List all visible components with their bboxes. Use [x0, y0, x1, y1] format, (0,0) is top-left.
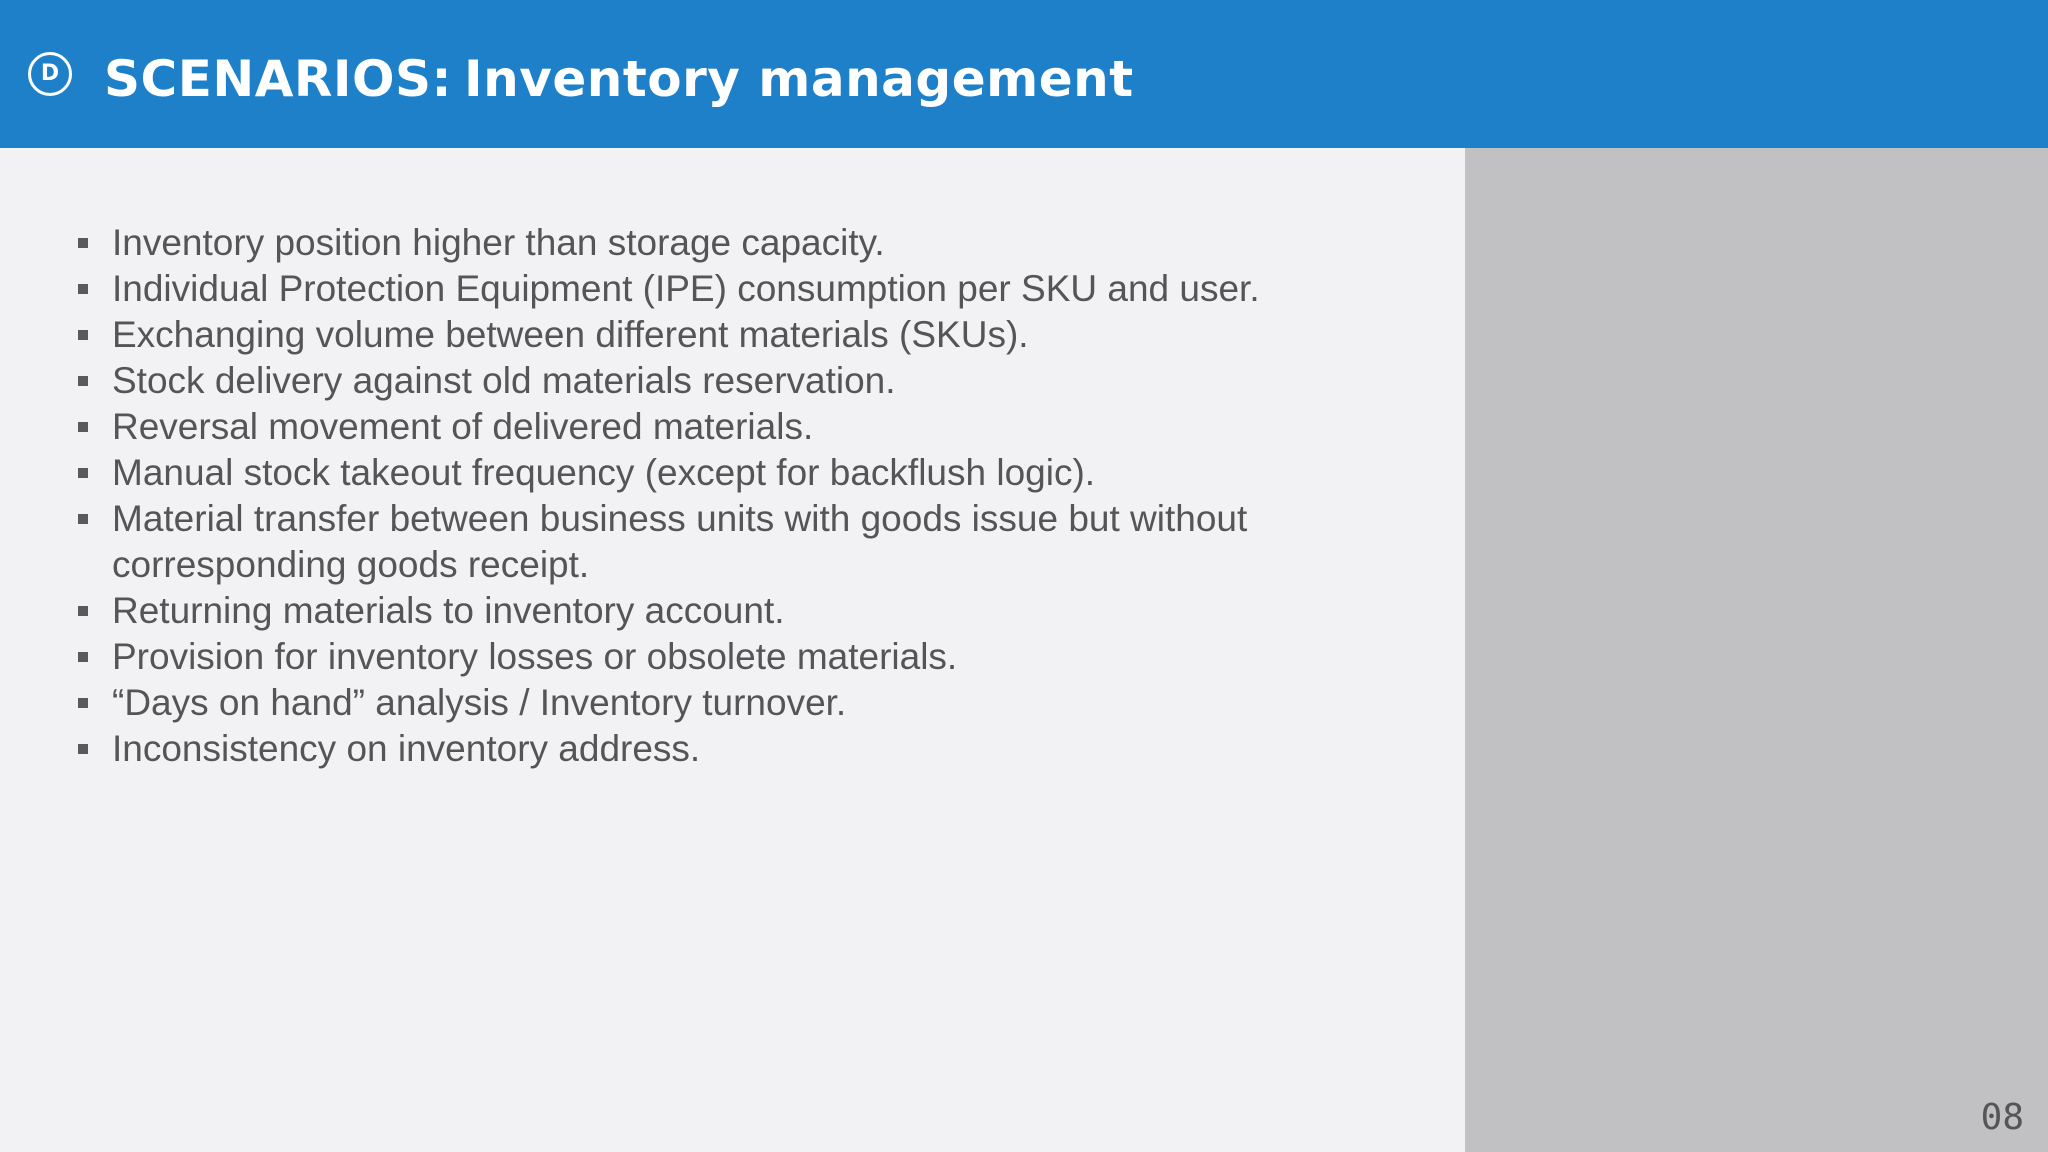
bullet-text: Exchanging volume between different materials (SKUs).: [112, 314, 1029, 355]
bullet-text: Inconsistency on inventory address.: [112, 728, 701, 769]
square-bullet-icon: [78, 330, 88, 340]
bullet-text: Inventory position higher than storage capacity.: [112, 222, 885, 263]
slide-title-main: Inventory management: [464, 50, 1134, 108]
bullet-item: [78, 496, 1448, 542]
square-bullet-icon: [78, 514, 88, 524]
bullet-item: [78, 358, 1448, 404]
square-bullet-icon: [78, 422, 88, 432]
slide-header: [0, 0, 2048, 148]
slide-content: [0, 148, 1465, 1152]
bullet-text: Provision for inventory losses or obsolete materials.: [112, 636, 958, 677]
bullet-continuation: [78, 542, 1448, 588]
page-number: 08: [1980, 1097, 2024, 1138]
logo-circle-icon: [28, 52, 72, 96]
bullet-item: [78, 680, 1448, 726]
bullet-item: [78, 588, 1448, 634]
bullet-item: [78, 220, 1448, 266]
bullet-item: [78, 450, 1448, 496]
bullet-text: Material transfer between business units with goods issue but without: [112, 498, 1248, 539]
bullet-text: Reversal movement of delivered materials.: [112, 406, 814, 447]
bullet-item: [78, 312, 1448, 358]
logo-letter: D: [40, 61, 60, 86]
square-bullet-icon: [78, 284, 88, 294]
slide-title-prefix: SCENARIOS:: [104, 50, 453, 108]
square-bullet-icon: [78, 744, 88, 754]
bullet-item: [78, 404, 1448, 450]
bullet-text: “Days on hand” analysis / Inventory turnover.: [112, 682, 847, 723]
square-bullet-icon: [78, 652, 88, 662]
square-bullet-icon: [78, 238, 88, 248]
bullet-item: [78, 726, 1448, 772]
bullet-text: Manual stock takeout frequency (except for backflush logic).: [112, 452, 1096, 493]
bullet-item: [78, 634, 1448, 680]
bullet-text: corresponding goods receipt.: [112, 544, 590, 585]
bullet-text: Stock delivery against old materials reservation.: [112, 360, 896, 401]
bullet-list: [78, 220, 1448, 772]
square-bullet-icon: [78, 376, 88, 386]
square-bullet-icon: [78, 698, 88, 708]
side-panel: [1465, 148, 2048, 1152]
bullet-item: [78, 266, 1448, 312]
square-bullet-icon: [78, 468, 88, 478]
bullet-text: Individual Protection Equipment (IPE) consumption per SKU and user.: [112, 268, 1260, 309]
square-bullet-icon: [78, 606, 88, 616]
slide-title: [104, 46, 1134, 112]
bullet-text: Returning materials to inventory account.: [112, 590, 785, 631]
